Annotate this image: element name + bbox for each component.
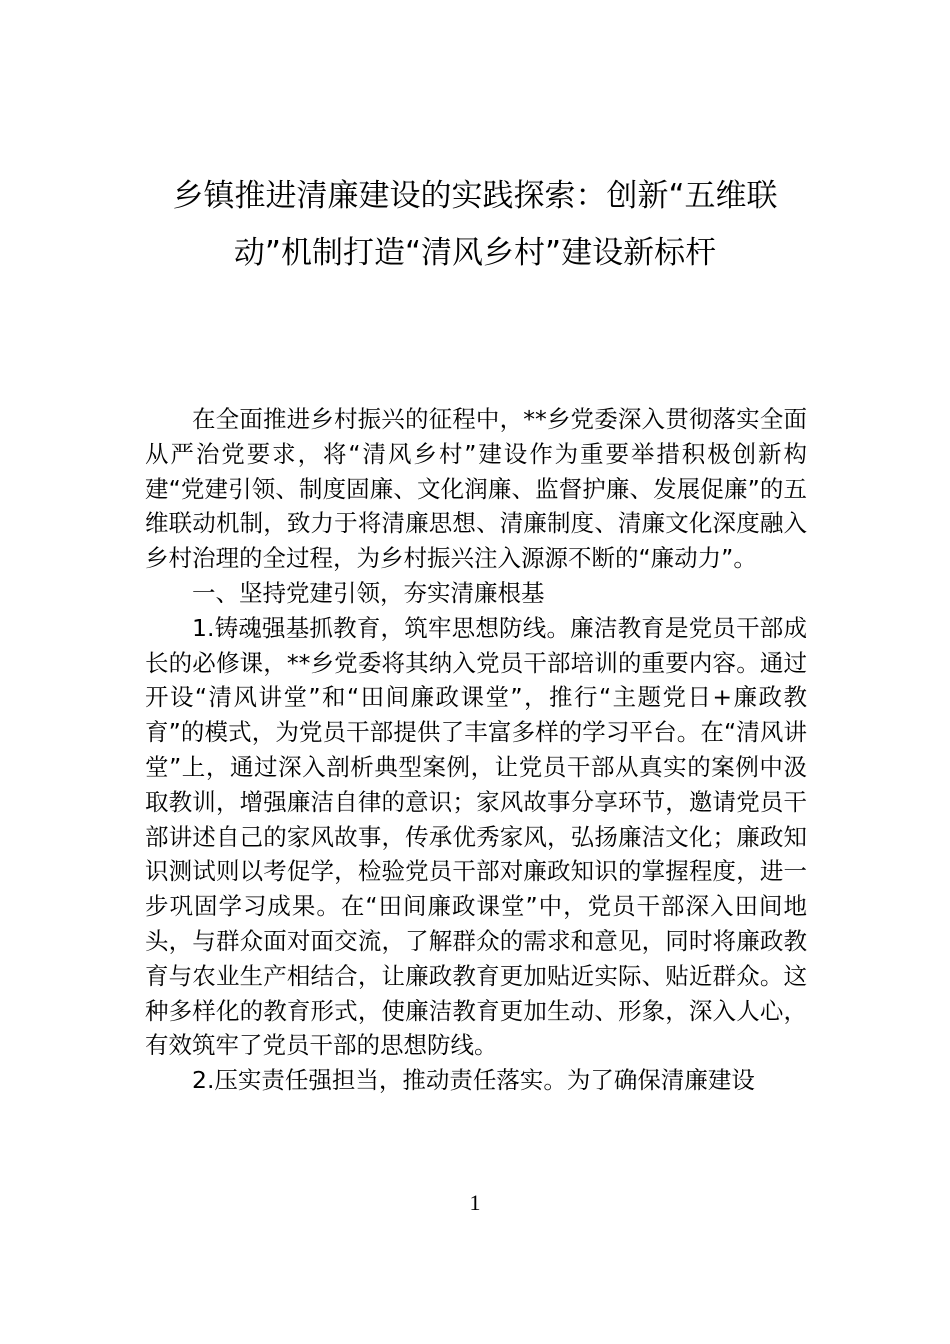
- document-body: [145, 402, 807, 1098]
- section-heading: 一、坚持党建引领，夯实清廉根基: [192, 578, 545, 607]
- body-paragraph: 1.铸魂强基抓教育，筑牢思想防线。廉洁教育是党员干部成长的必修课，**乡党委将其纳入党员干部培训的重要内容。通过开设“清风讲堂”和“田间廉政课堂”，推行“主题党日+廉政教育”的模式，为党员干部提供了丰富多样的学习平台。在“清风讲堂”上，通过深入剖析典型案例，让党员干部从真实的案例中汲取教训，增强廉洁自律的意识；家风故事分享环节，邀请党员干部讲述自己的家风故事，传承优秀家风，弘扬廉洁文化；廉政知识测试则以考促学，检验党员干部对廉政知识的掌握程度，进一步巩固学习成果。在“田间廉政课堂”中，党员干部深入田间地头，与群众面对面交流，了解群众的需求和意见，同时将廉政教育与农业生产相结合，让廉政教育更加贴近实际、贴近群众。这种多样化的教育形式，使廉洁教育更加生动、形象，深入人心，有效筑牢了党员干部的思想防线。: [145, 613, 807, 1060]
- page-number: 1: [469, 1190, 481, 1215]
- body-paragraph: 2.压实责任强担当，推动责任落实。为了确保清廉建设: [192, 1066, 755, 1095]
- document-title: 乡镇推进清廉建设的实践探索：创新“五维联动”机制打造“清风乡村”建设新标杆: [172, 178, 778, 271]
- intro-paragraph: 在全面推进乡村振兴的征程中，**乡党委深入贯彻落实全面从严治党要求，将“清风乡村”建设作为重要举措积极创新构建“党建引领、制度固廉、文化润廉、监督护廉、发展促廉”的五维联动机制，致力于将清廉思想、清廉制度、清廉文化深度融入乡村治理的全过程，为乡村振兴注入源源不断的“廉动力”。: [145, 405, 807, 573]
